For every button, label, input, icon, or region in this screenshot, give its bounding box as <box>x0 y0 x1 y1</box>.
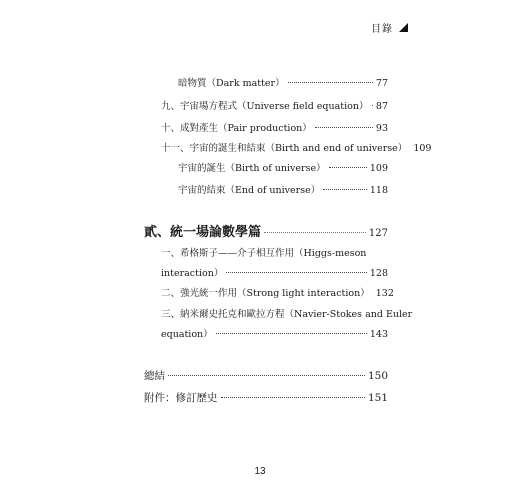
toc-entry-title: 暗物質（Dark matter） <box>178 78 285 89</box>
page-number: 13 <box>254 466 266 477</box>
toc-leader-dots <box>226 272 367 273</box>
toc-entry-higgs-meson-line2[interactable] <box>161 265 388 279</box>
toc-leader-dots <box>372 105 373 106</box>
toc-entry-title: 十一、宇宙的誕生和結束（Birth and end of universe） <box>161 143 408 154</box>
toc-entry-strong-light-interaction[interactable] <box>161 285 394 299</box>
toc-entry-birth-of-universe[interactable] <box>178 160 388 174</box>
toc-entry-title: 三、納米爾史托克和歐拉方程（Navier-Stokes and Euler <box>161 309 413 320</box>
toc-entry-birth-and-end-of-universe[interactable] <box>161 140 432 154</box>
toc-entry-page: 127 <box>368 228 388 239</box>
toc-entry-page: 93 <box>375 123 388 134</box>
toc-leader-dots <box>323 189 367 190</box>
toc-entry-title: 九、宇宙場方程式（Universe field equation） <box>161 101 369 112</box>
toc-entry-page: 109 <box>413 143 432 154</box>
toc-entry-page: 151 <box>367 392 388 404</box>
toc-part-unified-field-math[interactable] <box>144 221 388 240</box>
header-label: 目錄 <box>371 24 393 35</box>
toc-entry-navier-stokes-line1[interactable] <box>161 306 413 320</box>
toc-entry-title: 二、強光統一作用（Strong light interaction） <box>161 288 370 299</box>
toc-entry-summary[interactable] <box>144 368 388 383</box>
toc-entry-page: 132 <box>375 288 394 299</box>
toc-entry-title: 一、希格斯子——介子相互作用（Higgs-meson <box>161 248 367 259</box>
running-header <box>371 20 408 35</box>
toc-entry-title: 附件：修訂歷史 <box>144 392 218 404</box>
toc-leader-dots <box>329 167 367 168</box>
toc-entry-page: 150 <box>367 370 388 382</box>
toc-entry-page: 118 <box>369 185 388 196</box>
corner-triangle-icon <box>399 23 408 32</box>
toc-part-title: 貳、統一場論數學篇 <box>144 225 262 240</box>
toc-entry-page: 77 <box>375 78 388 89</box>
toc-leader-dots <box>264 232 366 233</box>
toc-entry-universe-field-equation[interactable] <box>161 98 388 112</box>
toc-entry-end-of-universe[interactable] <box>178 182 388 196</box>
toc-entry-page: 128 <box>369 268 388 279</box>
toc-entry-higgs-meson-line1[interactable] <box>161 245 388 259</box>
toc-entry-title: 宇宙的誕生（Birth of universe） <box>178 163 326 174</box>
toc-entry-page: 87 <box>375 101 388 112</box>
toc-entry-dark-matter[interactable] <box>178 75 388 89</box>
toc-leader-dots <box>216 333 367 334</box>
toc-entry-page: 109 <box>369 163 388 174</box>
toc-leader-dots <box>168 375 365 376</box>
toc-entry-title: equation） <box>161 329 213 340</box>
toc-entry-title: 宇宙的結束（End of universe） <box>178 185 321 196</box>
toc-leader-dots <box>315 127 373 128</box>
toc-leader-dots <box>221 397 365 398</box>
toc-entry-title: interaction） <box>161 268 224 279</box>
toc-entry-pair-production[interactable] <box>161 120 388 134</box>
toc-entry-title: 總結 <box>144 370 165 382</box>
toc-entry-page: 143 <box>369 329 388 340</box>
toc-entry-title: 十、成對產生（Pair production） <box>161 123 312 134</box>
toc-leader-dots <box>288 82 373 83</box>
toc-entry-navier-stokes-line2[interactable] <box>161 326 388 340</box>
toc-entry-appendix-revision-history[interactable] <box>144 390 388 405</box>
